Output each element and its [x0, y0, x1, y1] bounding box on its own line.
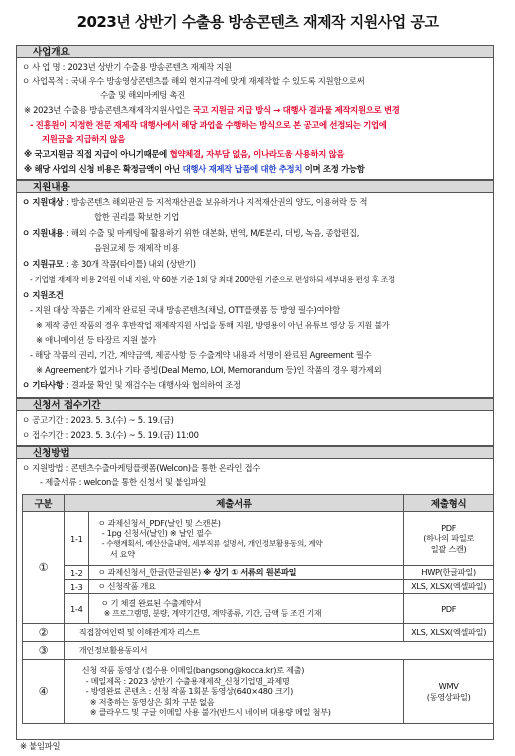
support-etc: ㅇ 기타사항 : 결과물 확인 및 재검수는 대행사와 협의하여 조정: [22, 380, 241, 390]
overview-frame: [16, 57, 494, 180]
overview-business-name: ㅇ 사 업 명 : 2023년 상반기 수출용 방송콘텐츠 재제작 지원: [22, 62, 232, 72]
header-format: 제출형식: [404, 495, 494, 512]
group-1-number: ①: [23, 512, 65, 624]
row-format: HWP(한글파일): [404, 566, 494, 580]
support-condition-1-note2: ※ 애니메이션 등 타장르 지원 불가: [36, 335, 156, 345]
support-scale: ㅇ 지원규모 : 총 30개 작품(타이틀) 내외 (상반기): [22, 259, 196, 269]
row-documents: ㅇ 과제신청서_PDF(날인 및 스캔본) - 1pg 신청서(날인) ※ 날인 필수 - 수행계획서, 예산산출내역, 세부직류 설명서, 개인정보활용동의, 계약 서 요약: [88, 512, 404, 566]
support-condition-1: - 지원 대상 작품은 기제작 완료된 국내 방송콘텐츠(채널, OTT플랫폼 등 방영 필수)여야함: [30, 305, 340, 315]
row-code: 1-2: [64, 566, 88, 580]
overview-note-direct: ※ 국고지원금 직접 지급이 아니기때문에 협약체결, 자부담 없음, 이나라도움 사용하지 않음: [24, 149, 345, 159]
period-announcement: ㅇ 공고기간 : 2023. 5. 3.(수) ~ 5. 19.(금): [22, 415, 174, 425]
section-header-support: 지원내용: [16, 180, 494, 193]
method-frame: [16, 458, 494, 740]
row-documents: ㅇ 신청작품 개요: [88, 580, 404, 594]
support-content: ㅇ 지원내용 : 해외 수출 및 마케팅에 활용하기 위한 대본화, 번역, M/E분리, 더빙, 녹음, 종합편집,: [22, 228, 360, 238]
group-4-number: ④: [23, 660, 65, 724]
row-format: XLS, XLSX(엑셀파일): [404, 624, 494, 642]
overview-note-agency-cont: 지원금을 지급하지 않음: [42, 134, 126, 144]
group-2-number: ②: [23, 624, 65, 642]
method-online: ㅇ 지원방법 : 콘텐츠수출마케팅플랫폼(Welcon)을 통한 온라인 접수: [22, 463, 261, 473]
support-condition-2-note: ※ Agreement가 없거나 기타 증빙(Deal Memo, LOI, Memorandum 등)인 작품의 경우 평가제외: [36, 365, 382, 375]
section-header-method: 신청방법: [16, 446, 494, 459]
support-scale-detail: - 기업별 재제작 비용 2억원 이내 지원, 약 60분 기준 1회 당 최대 200만원 기준으로 편성하되 세부내용 편성 후 조정: [30, 275, 395, 284]
support-target-cont: 합한 권리를 확보한 기업: [94, 212, 179, 222]
row-format: PDF (하나의 파일로 일괄 스캔): [404, 512, 494, 566]
row-code: 1-4: [64, 594, 88, 624]
row-documents: ㅇ 과제신청서_한글(한글원본) ※ 상기 ① 서류의 원본파일: [88, 566, 404, 580]
method-documents: - 제출서류 : welcon을 통한 신청서 및 붙임파일: [40, 477, 207, 487]
row-code: 1-1: [64, 512, 88, 566]
support-conditions: ㅇ 지원조건: [22, 290, 64, 300]
row-documents: 개인정보활용동의서: [64, 642, 493, 660]
section-header-period: 신청서 접수기간: [16, 398, 494, 411]
row-format: WMV (동영상파일): [404, 660, 494, 724]
header-category: 구분: [23, 495, 65, 512]
row-format: PDF: [404, 594, 494, 624]
row-format: XLS, XLSX(엑셀파일): [404, 580, 494, 594]
support-condition-1-note: ※ 제작 중인 작품의 경우 후반작업 재제작지원 사업을 통해 지원, 방영용이 아닌 유튜브 영상 등 지원 불가: [36, 320, 390, 330]
group-3-number: ③: [23, 642, 65, 660]
overview-note-cost: ※ 해당 사업의 신청 비용은 확정금액이 아닌 대행사 재제작 납품에 대한 추정치 이며 조정 가능함: [24, 164, 365, 174]
support-condition-2: - 해당 작품의 권리, 기간, 계약금액, 제공사항 등 수출계약 내용과 서명이 완료된 Agreement 필수: [30, 350, 372, 360]
row-code: 1-3: [64, 580, 88, 594]
row-documents: 신청 작품 동영상 (접수용 이메일(bangsong@kocca.kr)로 제출) - 메일제목 : 2023 상반기 수출용재제작_신청기업명_과제명 - 방영완료 콘텐츠 : 신청 작품 1회분 동영상(640×480 크기) ※ 저충하는 동영상은 회차 구분 없음 ※ 클라우드 및 구글 이메일 사용 불가(반드시 네이버 대용량 메일 첨부): [64, 660, 403, 724]
page-title: 2023년 상반기 수출용 방송콘텐츠 재제작 지원사업 공고: [76, 13, 439, 31]
section-header-overview: 사업개요: [16, 45, 494, 58]
support-content-cont: 음원교체 등 재제작 비용: [94, 243, 179, 253]
support-target: ㅇ 지원대상 : 방송콘텐츠 해외판권 등 지적재산권을 보유하거나 지적재산권의 양도, 이용허락 등 적: [22, 197, 368, 207]
period-frame: [16, 410, 494, 446]
overview-note-change: ※ 2023년 수출용 방송콘텐츠재제작지원사업은 국고 지원금 지급 방식 → 대행사 결과물 제작지원으로 변경: [24, 105, 400, 115]
overview-purpose-cont: 수출 및 해외마케팅 촉진: [100, 90, 185, 100]
footer-attachment-note: ※ 붙임파일: [20, 741, 61, 751]
row-documents: 직접참여인력 및 이해관계자 리스트: [64, 624, 403, 642]
header-documents: 제출서류: [64, 495, 403, 512]
row-documents: ㅇ 기 체결 완료된 수출계약서 ※ 프로그램명, 분량, 계약기간명, 계약종류, 기간, 금액 등 조건 기재: [88, 594, 404, 624]
period-submission: ㅇ 접수기간 : 2023. 5. 3.(수) ~ 5. 19.(금) 11:00: [22, 430, 199, 440]
support-frame: [16, 192, 494, 398]
overview-note-agency: - 진흥원이 지정한 전문 재제작 대행사에서 해당 과업을 수행하는 방식으로 본 공고에 선정되는 기업에: [30, 120, 387, 130]
overview-purpose: ㅇ 사업목적 : 국내 우수 방송영상콘텐츠를 해외 현지규격에 맞게 재제작할 수 있도록 지원함으로써: [22, 76, 365, 86]
